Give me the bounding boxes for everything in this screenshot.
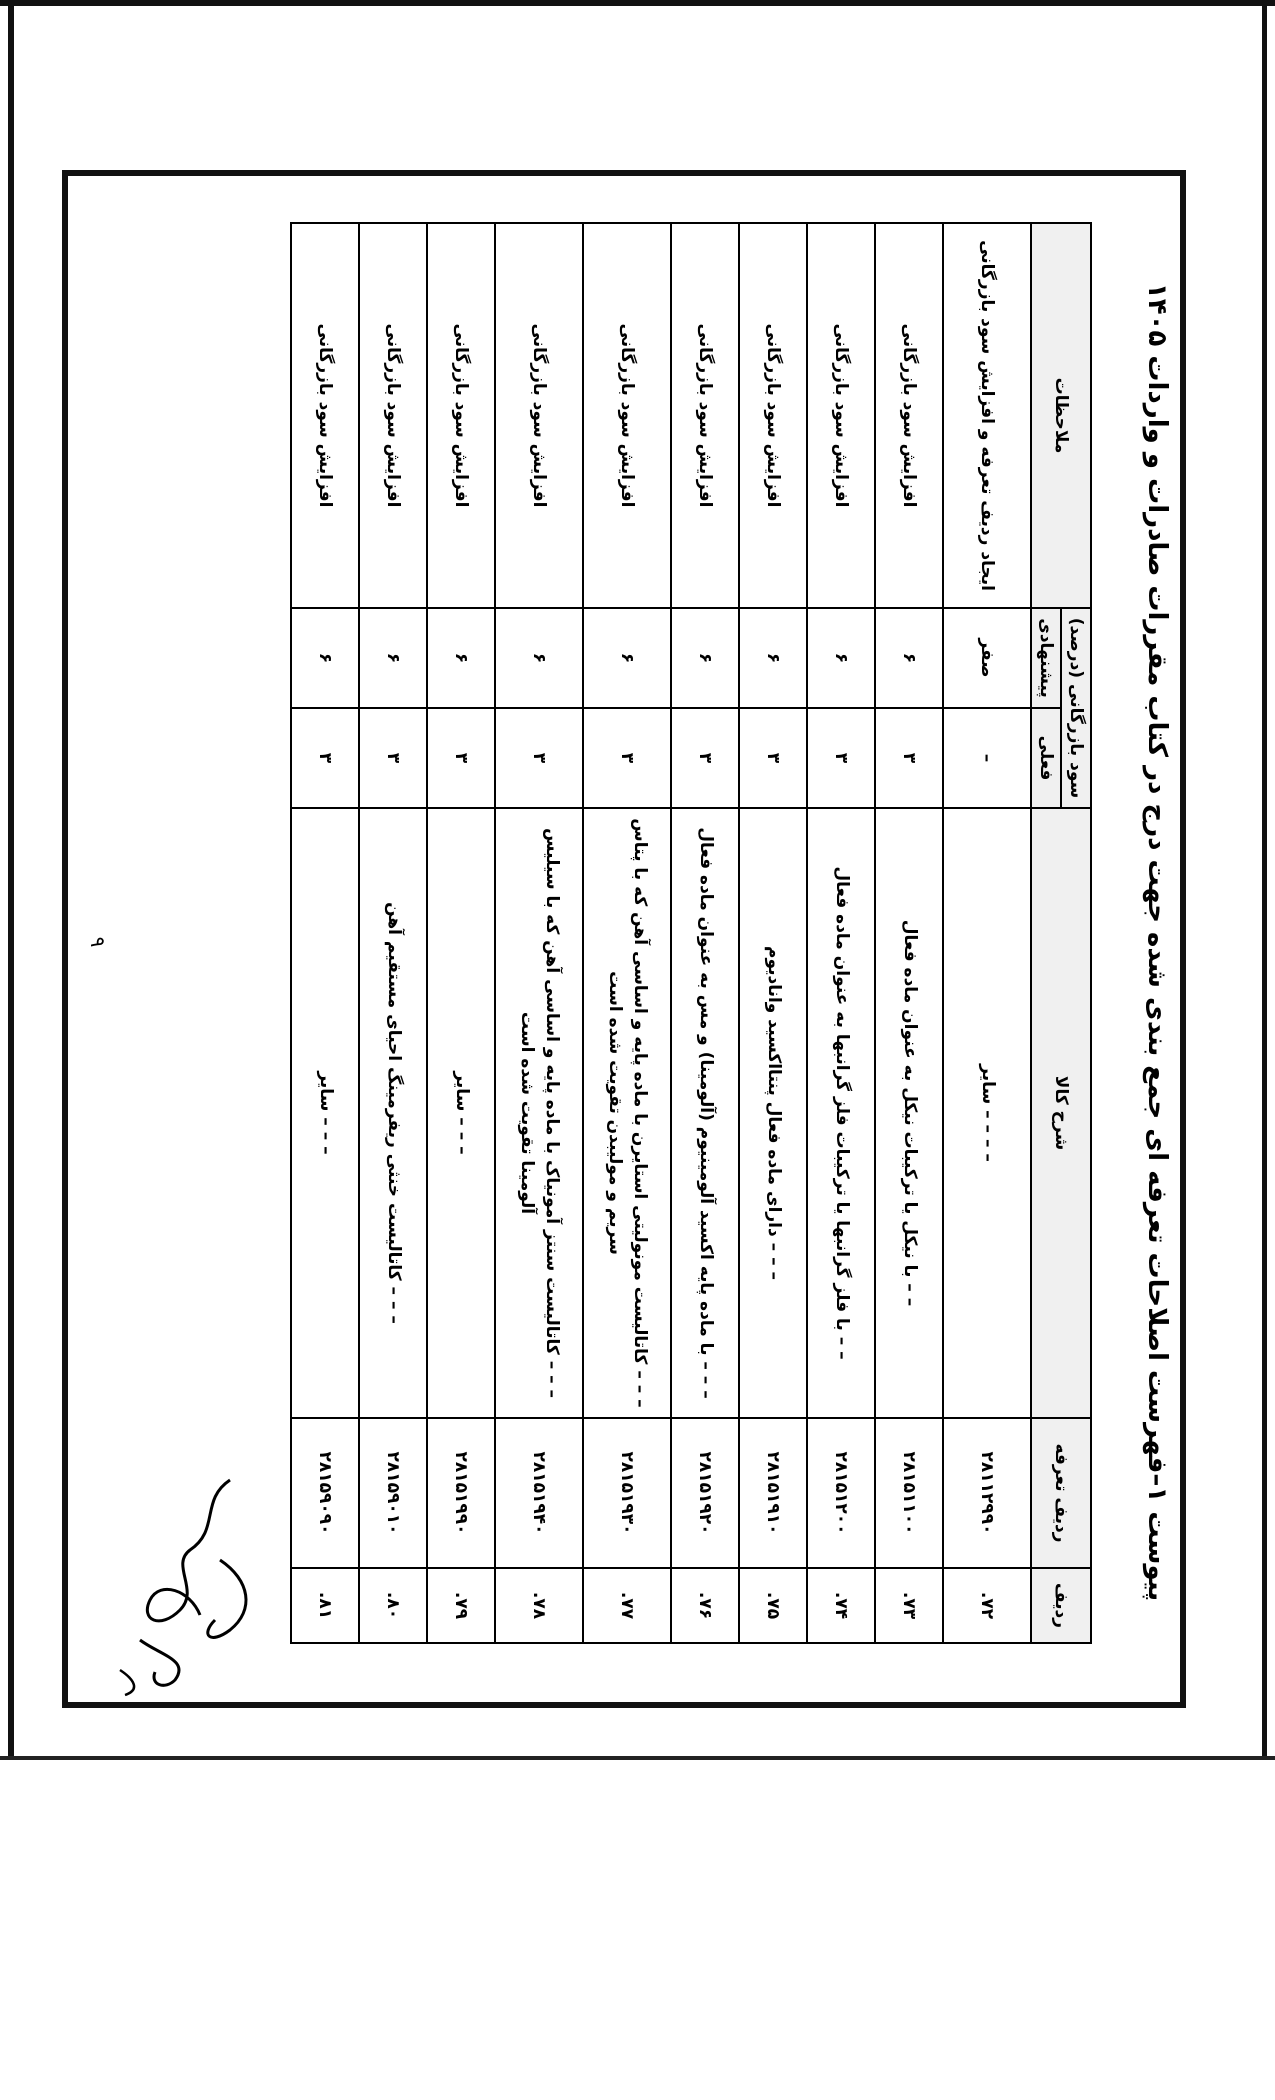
cell-radif: ۸۰. bbox=[359, 1568, 427, 1643]
cell-code: ۲۸۱۵۹۰۱۰ bbox=[359, 1418, 427, 1568]
cell-rate-new: ۶ bbox=[359, 608, 427, 708]
cell-rate-current: ۳ bbox=[495, 708, 583, 808]
cell-rate-current: – bbox=[943, 708, 1031, 808]
page-number: ۹ bbox=[86, 936, 110, 948]
cell-code: ۲۸۱۵۱۲۰۰ bbox=[807, 1418, 875, 1568]
table-row bbox=[671, 223, 739, 1643]
cell-rate-current: ۳ bbox=[671, 708, 739, 808]
frame-line-top bbox=[62, 170, 1186, 176]
document-title: پیوست ۱–فهرست اصلاحات تعرفه ای جمع بندی شده جهت درج در کتاب مقررات صادرات و واردات ۱۴۰۵ bbox=[1142, 282, 1172, 1602]
table-row bbox=[495, 223, 583, 1643]
cell-note: افزایش سود بازرگانی bbox=[427, 223, 495, 608]
header-notes: ملاحظات bbox=[1031, 223, 1091, 608]
cell-note: افزایش سود بازرگانی bbox=[739, 223, 807, 608]
cell-desc: – – – دارای ماده فعال پنتااکسید وانادیوم bbox=[739, 808, 807, 1418]
cell-desc: – – – – سایر bbox=[943, 808, 1031, 1418]
cell-desc: – – – کاتالیست خنثی ریفرمینگ احیای مستقیم آهن bbox=[359, 808, 427, 1418]
cell-radif: ۷۷. bbox=[583, 1568, 671, 1643]
cell-note: افزایش سود بازرگانی bbox=[583, 223, 671, 608]
cell-code: ۲۸۱۵۱۹۱۰ bbox=[739, 1418, 807, 1568]
tariff-table bbox=[290, 222, 1092, 1644]
frame-line-bottom bbox=[62, 1702, 1186, 1708]
cell-rate-new: ۶ bbox=[807, 608, 875, 708]
cell-code: ۲۸۱۵۱۹۴۰ bbox=[495, 1418, 583, 1568]
table-row bbox=[583, 223, 671, 1643]
table-row bbox=[291, 223, 359, 1643]
table-row bbox=[359, 223, 427, 1643]
table-row bbox=[875, 223, 943, 1643]
cell-desc: – – – کاتالیست سنتز آمونیاک با ماده پایه و اساسی آهن که با سیلیس آلومینا تقویت شده است bbox=[495, 808, 583, 1418]
cell-radif: ۷۳. bbox=[875, 1568, 943, 1643]
cell-rate-new: ۶ bbox=[739, 608, 807, 708]
header-radif: ردیف bbox=[1031, 1568, 1091, 1643]
scan-edge-bottom bbox=[0, 1756, 1275, 1760]
handwritten-signature bbox=[80, 1440, 280, 1700]
header-rate-new: پیشنهادی bbox=[1031, 608, 1061, 708]
cell-note: افزایش سود بازرگانی bbox=[291, 223, 359, 608]
cell-note: افزایش سود بازرگانی bbox=[807, 223, 875, 608]
frame-line-right bbox=[1180, 170, 1186, 1708]
cell-desc: – – – کاتالیست مونولیتی استایرن با ماده پایه و اساسی آهن که با پتاس سریم و مولیبدن تقویت شده است bbox=[583, 808, 671, 1418]
cell-radif: ۷۴. bbox=[807, 1568, 875, 1643]
cell-desc: – – – با ماده پایه اکسید آلومینیوم (آلومینا) و مس به عنوان ماده فعال bbox=[671, 808, 739, 1418]
header-rate-group: سود بازرگانی (درصد) bbox=[1061, 608, 1091, 808]
frame-line-left bbox=[62, 170, 68, 1708]
cell-rate-new: ۶ bbox=[291, 608, 359, 708]
cell-radif: ۸۱. bbox=[291, 1568, 359, 1643]
cell-radif: ۷۲. bbox=[943, 1568, 1031, 1643]
cell-radif: ۷۹. bbox=[427, 1568, 495, 1643]
cell-code: ۲۸۱۵۱۹۲۰ bbox=[671, 1418, 739, 1568]
cell-desc: – – با نیکل یا ترکیبات نیکل به عنوان ماده فعال bbox=[875, 808, 943, 1418]
cell-radif: ۷۵. bbox=[739, 1568, 807, 1643]
cell-note: افزایش سود بازرگانی bbox=[671, 223, 739, 608]
header-desc: شرح کالا bbox=[1031, 808, 1091, 1418]
table-row bbox=[427, 223, 495, 1643]
cell-code: ۲۸۱۵۱۹۳۰ bbox=[583, 1418, 671, 1568]
scan-edge-right bbox=[1262, 0, 1267, 1760]
scan-edge-top bbox=[0, 0, 1275, 6]
cell-rate-current: ۳ bbox=[359, 708, 427, 808]
cell-code: ۲۸۱۵۹۰۹۰ bbox=[291, 1418, 359, 1568]
table-row bbox=[739, 223, 807, 1643]
cell-radif: ۷۶. bbox=[671, 1568, 739, 1643]
cell-note: افزایش سود بازرگانی bbox=[495, 223, 583, 608]
cell-rate-current: ۳ bbox=[739, 708, 807, 808]
cell-note: ایجاد ردیف تعرفه و افزایش سود بازرگانی bbox=[943, 223, 1031, 608]
cell-rate-new: ۶ bbox=[671, 608, 739, 708]
scan-edge-left bbox=[8, 0, 14, 1760]
cell-radif: ۷۸. bbox=[495, 1568, 583, 1643]
cell-code: ۲۸۱۱۲۹۹۰ bbox=[943, 1418, 1031, 1568]
cell-rate-new: ۶ bbox=[495, 608, 583, 708]
cell-rate-current: ۳ bbox=[807, 708, 875, 808]
header-rate-current: فعلی bbox=[1031, 708, 1061, 808]
cell-note: افزایش سود بازرگانی bbox=[359, 223, 427, 608]
cell-rate-new: ۶ bbox=[875, 608, 943, 708]
cell-rate-new: ۶ bbox=[583, 608, 671, 708]
table-row bbox=[807, 223, 875, 1643]
cell-desc: – – – سایر bbox=[427, 808, 495, 1418]
table-row bbox=[943, 223, 1031, 1643]
cell-rate-new: ۶ bbox=[427, 608, 495, 708]
cell-rate-new: صفر bbox=[943, 608, 1031, 708]
cell-rate-current: ۳ bbox=[583, 708, 671, 808]
cell-rate-current: ۳ bbox=[427, 708, 495, 808]
cell-code: ۲۸۱۵۱۹۹۰ bbox=[427, 1418, 495, 1568]
cell-rate-current: ۳ bbox=[291, 708, 359, 808]
header-code: ردیف تعرفه bbox=[1031, 1418, 1091, 1568]
cell-note: افزایش سود بازرگانی bbox=[875, 223, 943, 608]
cell-desc: – – – سایر bbox=[291, 808, 359, 1418]
cell-code: ۲۸۱۵۱۱۰۰ bbox=[875, 1418, 943, 1568]
cell-desc: – – با فلز گرانبها یا ترکیبات فلز گرانبها به عنوان ماده فعال bbox=[807, 808, 875, 1418]
cell-rate-current: ۳ bbox=[875, 708, 943, 808]
